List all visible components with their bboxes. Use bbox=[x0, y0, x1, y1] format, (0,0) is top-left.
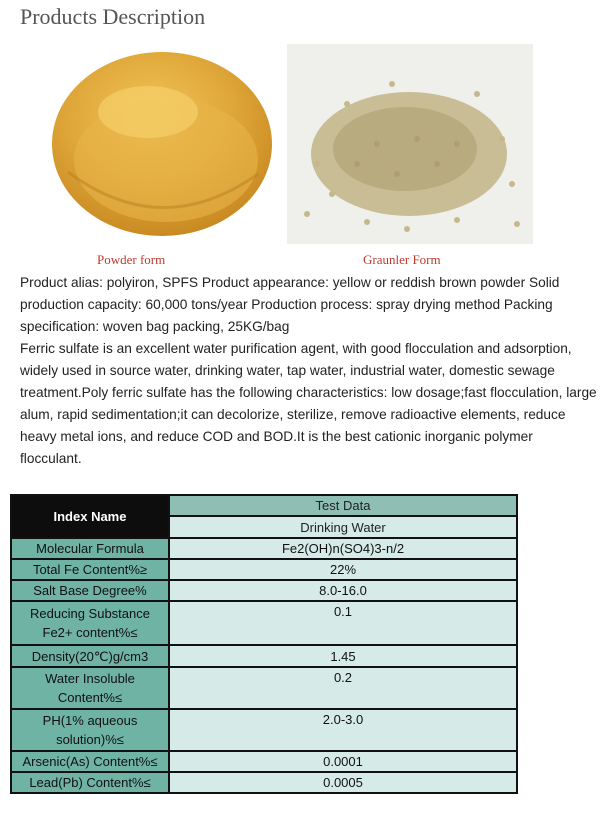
table-row bbox=[11, 601, 517, 645]
row-value: 8.0-16.0 bbox=[169, 580, 517, 601]
granular-form-caption: Graunler Form bbox=[363, 252, 441, 267]
table-row bbox=[11, 772, 517, 793]
row-name: Total Fe Content%≥ bbox=[11, 559, 169, 580]
page-title: Products Description bbox=[20, 4, 206, 29]
table-row bbox=[11, 538, 517, 559]
row-name: PH(1% aqueous solution)%≤ bbox=[11, 709, 169, 751]
powder-form-caption: Powder form bbox=[97, 252, 166, 267]
row-value: Fe2(OH)n(SO4)3-n/2 bbox=[169, 538, 517, 559]
specification-table bbox=[10, 494, 518, 794]
table-row bbox=[11, 751, 517, 772]
row-value: 0.0005 bbox=[169, 772, 517, 793]
table-row bbox=[11, 559, 517, 580]
row-name: Reducing Substance Fe2+ content%≤ bbox=[11, 601, 169, 645]
row-name: Water Insoluble Content%≤ bbox=[11, 667, 169, 709]
row-name: Arsenic(As) Content%≤ bbox=[11, 751, 169, 772]
index-name-header: Index Name bbox=[11, 495, 169, 538]
table-row bbox=[11, 667, 517, 709]
row-value: 22% bbox=[169, 559, 517, 580]
row-value: 0.1 bbox=[169, 601, 517, 645]
row-value: 0.2 bbox=[169, 667, 517, 709]
row-value: 0.0001 bbox=[169, 751, 517, 772]
table-row bbox=[11, 709, 517, 751]
powder-form-image bbox=[48, 42, 276, 242]
test-data-header: Test Data bbox=[169, 495, 517, 516]
drinking-water-header: Drinking Water bbox=[169, 516, 517, 538]
row-name: Density(20℃)g/cm3 bbox=[11, 645, 169, 667]
row-name: Salt Base Degree% bbox=[11, 580, 169, 601]
table-row bbox=[11, 645, 517, 667]
table-row bbox=[11, 580, 517, 601]
product-description bbox=[20, 272, 598, 470]
row-name: Lead(Pb) Content%≤ bbox=[11, 772, 169, 793]
row-name: Molecular Formula bbox=[11, 538, 169, 559]
description-paragraph-1: Product alias: polyiron, SPFS Product appearance: yellow or reddish brown powder Solid production capacity: 60,000 tons/year Production process: spray drying method Packing specification: woven bag packing, 25KG/bag bbox=[20, 275, 560, 334]
row-value: 1.45 bbox=[169, 645, 517, 667]
granular-form-image bbox=[287, 44, 533, 244]
description-paragraph-2: Ferric sulfate is an excellent water purification agent, with good flocculation and adsorption, widely used in source water, drinking water, tap water, industrial water, domestic sewage treatment.Poly ferric sulfate has the following characteristics: low dosage;fast flocculation, large alum, rapid sedimentation;it can decolorize, sterilize, remove radioactive elements, reduce heavy metal ions, and reduce COD and BOD.It is the best cationic inorganic polymer flocculant. bbox=[20, 341, 597, 466]
row-value: 2.0-3.0 bbox=[169, 709, 517, 751]
